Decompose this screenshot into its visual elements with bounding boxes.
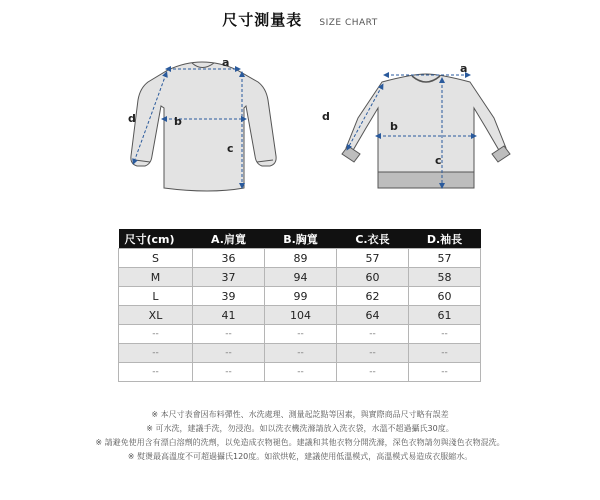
table-cell: -- (409, 325, 481, 344)
label-d: d (128, 112, 136, 125)
table-cell: 94 (265, 268, 337, 287)
table-row (119, 325, 481, 344)
label-c: c (227, 142, 234, 155)
page-title: 尺寸測量表 (222, 11, 303, 29)
table-cell: 61 (409, 306, 481, 325)
table-cell: -- (193, 363, 265, 382)
table-cell: 89 (265, 249, 337, 268)
table-row (119, 268, 481, 287)
sweatshirt-figure (342, 74, 510, 188)
garment-illustrations (90, 48, 530, 208)
table-cell: 36 (193, 249, 265, 268)
table-cell: 57 (337, 249, 409, 268)
table-cell: -- (337, 363, 409, 382)
column-header-length: C.衣長 (337, 229, 409, 249)
size-cell: -- (119, 363, 193, 382)
note-line: ※ 本尺寸表會因布料彈性、水洗處理、測量起訖點等因素，與實際商品尺寸略有誤差 (151, 410, 449, 419)
column-header-chest: B.胸寬 (265, 229, 337, 249)
table-cell: 37 (193, 268, 265, 287)
table-cell: 99 (265, 287, 337, 306)
size-cell: -- (119, 344, 193, 363)
table-cell: -- (409, 344, 481, 363)
table-header-row (119, 229, 481, 249)
table-cell: 57 (409, 249, 481, 268)
table-cell: 60 (409, 287, 481, 306)
measurement-diagram (90, 48, 530, 208)
fitted-shirt-figure (131, 62, 276, 191)
care-notes (0, 408, 600, 464)
table-cell: 41 (193, 306, 265, 325)
table-row (119, 306, 481, 325)
table-row (119, 344, 481, 363)
label-b: b (174, 115, 182, 128)
table-row (119, 249, 481, 268)
table-cell: 58 (409, 268, 481, 287)
table-cell: -- (337, 325, 409, 344)
size-cell: XL (119, 306, 193, 325)
size-chart-heading (0, 9, 600, 30)
table-cell: 62 (337, 287, 409, 306)
table-row (119, 363, 481, 382)
size-cell: M (119, 268, 193, 287)
table-cell: 39 (193, 287, 265, 306)
table-cell: 104 (265, 306, 337, 325)
note-line: ※ 可水洗，建議手洗，勿浸泡。如以洗衣機洗滌請放入洗衣袋，水溫不超過攝氏30度。 (146, 424, 454, 433)
table-cell: -- (193, 344, 265, 363)
label-a: a (460, 62, 468, 75)
table-cell: -- (193, 325, 265, 344)
table-cell: -- (265, 344, 337, 363)
table-cell: -- (265, 325, 337, 344)
note-line: ※ 熨燙最高溫度不可超過攝氏120度。如欲烘乾，建議使用低溫模式，高溫模式易造成衣服縮水。 (127, 452, 473, 461)
table-cell: -- (337, 344, 409, 363)
table-cell: -- (409, 363, 481, 382)
size-chart-table (118, 229, 481, 382)
size-cell: L (119, 287, 193, 306)
note-line: ※ 請避免使用含有漂白溶劑的洗劑，以免造成衣物褪色。建議和其他衣物分開洗滌，深色衣物請勿與淺色衣物混洗。 (95, 438, 505, 447)
table-cell: -- (265, 363, 337, 382)
table-cell: 64 (337, 306, 409, 325)
column-header-shoulder: A.肩寬 (193, 229, 265, 249)
label-d: d (322, 110, 330, 123)
column-header-size: 尺寸(cm) (119, 229, 193, 249)
page-subtitle: SIZE CHART (319, 18, 378, 28)
label-b: b (390, 120, 398, 133)
table-row (119, 287, 481, 306)
column-header-sleeve: D.袖長 (409, 229, 481, 249)
table-cell: 60 (337, 268, 409, 287)
label-a: a (222, 56, 230, 69)
label-c: c (435, 154, 442, 167)
size-cell: S (119, 249, 193, 268)
size-cell: -- (119, 325, 193, 344)
